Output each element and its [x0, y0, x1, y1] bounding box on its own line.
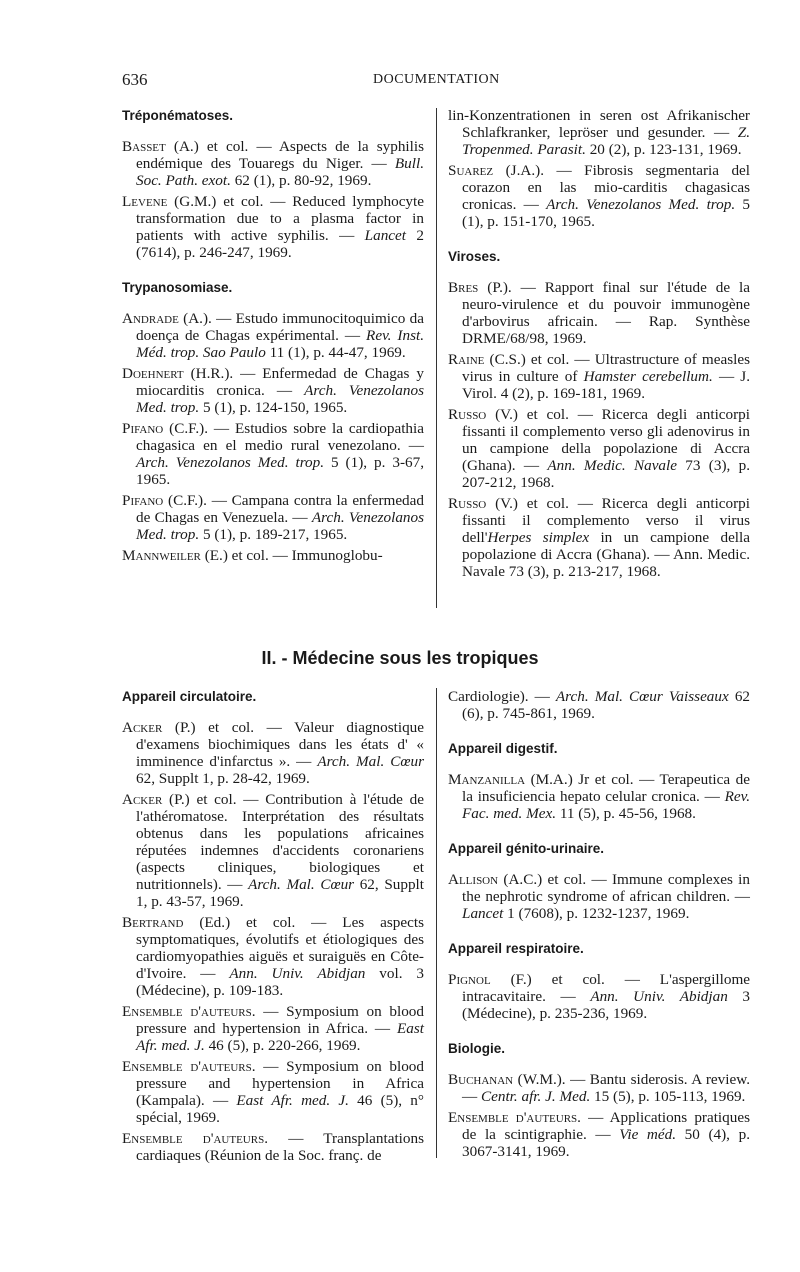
entry-author: Manzanilla [448, 771, 526, 788]
entry-text: . — Transplantations cardiaques (Réunion de la Soc. franç. de [136, 1130, 424, 1164]
entry-citation: 5 (1), p. 3-67, 1965. [136, 454, 424, 488]
entry-author: Bres [448, 279, 479, 296]
entry-citation: 3 (Médecine), p. 235-236, 1969. [462, 988, 750, 1022]
section-heading: Biologie. [448, 1041, 505, 1056]
entry-citation: 1 (7608), p. 1232-1237, 1969. [503, 905, 690, 922]
entry-journal: Lancet [462, 905, 504, 922]
bibliography-entry [122, 310, 424, 361]
entry-author: Andrade [122, 310, 179, 327]
entry-citation: vol. 3 (Médecine), p. 109-183. [136, 965, 424, 999]
bibliography-entry [448, 107, 750, 158]
entry-text: Cardiologie). — [448, 688, 556, 705]
section-heading: Appareil digestif. [448, 741, 558, 756]
entry-journal: Arch. Venezolanos Med. trop. [546, 196, 736, 213]
column-divider-bottom [436, 688, 437, 1158]
entry-journal: Bull. Soc. Path. exot. [136, 155, 424, 189]
entry-citation: 62, Supplt 1, p. 28-42, 1969. [136, 770, 310, 787]
section-heading: Appareil génito-urinaire. [448, 841, 605, 856]
entry-text: (V.) et col. — Ricerca degli anticorpi fissanti il complemento verso gli adenovirus in un campione della popolazione di Accra (Ghana). — [462, 406, 750, 474]
bibliography-entry [448, 871, 750, 922]
entry-author: Pifano [122, 492, 164, 509]
column-top-left [122, 107, 424, 568]
section-heading: Tréponématoses. [122, 108, 234, 123]
entry-citation: 5 (1), p. 151-170, 1965. [462, 196, 751, 230]
entry-text: . — Symposium on blood pressure and hypertension in Africa. — [136, 1003, 424, 1037]
entry-author: Pifano [122, 420, 164, 437]
part-title: II. - Médecine sous les tropiques [261, 648, 539, 668]
bibliography-entry [448, 971, 750, 1022]
bibliography-entry [122, 914, 424, 999]
entry-author: Russo [448, 406, 487, 423]
entry-journal: Ann. Medic. Navale [547, 457, 677, 474]
bibliography-entry [122, 791, 424, 910]
entry-text: (W.M.). — Bantu siderosis. A review. — [462, 1071, 750, 1105]
entry-text: . — Applications pratiques de la scintigraphie. — [462, 1109, 750, 1143]
entry-citation: 62 (1), p. 80-92, 1969. [230, 172, 372, 189]
entry-citation: 46 (5), n° spécial, 1969. [136, 1092, 424, 1126]
entry-author: Acker [122, 791, 163, 808]
entry-text: (H.R.). — Enfermedad de Chagas y miocarditis cronica. — [136, 365, 424, 399]
section-heading: Viroses. [448, 249, 501, 264]
bibliography-entry [448, 162, 750, 230]
entry-author: Suarez [448, 162, 494, 179]
bibliography-entry [122, 1058, 424, 1126]
entry-citation: 20 (2), p. 123-131, 1969. [585, 141, 742, 158]
entry-citation: 2 (7614), p. 246-247, 1969. [136, 227, 424, 261]
entry-citation: 62 (6), p. 745-861, 1969. [462, 688, 750, 722]
entry-text: (P.). — Rapport final sur l'étude de la neuro-virulence et du pouvoir immunogène d'arbovirus africain. — Rap. Synthèse DRME/68/98, 1969. [462, 279, 750, 347]
entry-text: (E.) et col. — Immunoglobu- [200, 547, 383, 564]
entry-journal: Arch. Mal. Cœur Vaisseaux [555, 688, 729, 705]
entry-author: Bertrand [122, 914, 184, 931]
entry-citation: in un campione della popolazione di Accra (Ghana). — Ann. Medic. Navale 73 (3), p. 213-217, 1968. [462, 529, 750, 580]
entry-text: (G.M.) et col. — Reduced lymphocyte transformation due to a plasma factor in patients with active syphilis. — [136, 193, 424, 244]
section-heading: Appareil respiratoire. [448, 941, 584, 956]
entry-journal: Ann. Univ. Abidjan [229, 965, 366, 982]
entry-author: Doehnert [122, 365, 184, 382]
bibliography-entry [122, 1003, 424, 1054]
entry-text: (A.C.) et col. — Immune complexes in the nephrotic syndrome of african children. — [462, 871, 750, 905]
entry-author: Ensemble d'auteurs [122, 1058, 252, 1075]
entry-author: Pignol [448, 971, 491, 988]
bibliography-entry [122, 492, 424, 543]
bibliography-entry [448, 1109, 750, 1160]
entry-author: Ensemble d'auteurs [122, 1130, 265, 1147]
entry-text: (A.) et col. — Aspects de la syphilis endémique des Touaregs du Niger. — [136, 138, 424, 172]
entry-text: (C.F.). — Campana contra la enfermedad de Chagas en Venezuela. — [136, 492, 424, 526]
entry-text: (J.A.). — Fibrosis segmentaria del corazon en las mio-carditis chagasicas cronicas. — [462, 162, 750, 213]
entry-journal: Arch. Mal. Cœur [248, 876, 355, 893]
entry-journal: Herpes simplex [487, 529, 590, 546]
entry-citation: 11 (1), p. 44-47, 1969. [265, 344, 406, 361]
entry-journal: Ann. Univ. Abidjan [590, 988, 728, 1005]
entry-text: (A.). — Estudo immunocitoquimico da doença de Chagas expérimental. — [136, 310, 424, 344]
entry-journal: Arch. Venezolanos Med. trop. [136, 509, 425, 543]
entry-text: lin-Konzentrationen in seren ost Afrikanischer Schlafkranker, lepröser und gesunder. — [448, 107, 750, 141]
entry-text: (C.F.). — Estudios sobre la cardiopathia chagasica en el medio rural venezolano. — [136, 420, 424, 454]
bibliography-entry [448, 1071, 750, 1105]
running-title: DOCUMENTATION [373, 72, 500, 87]
column-divider-top [436, 108, 437, 608]
bibliography-entry [448, 351, 750, 402]
entry-citation: 11 (5), p. 45-56, 1968. [556, 805, 696, 822]
bibliography-entry [122, 365, 424, 416]
entry-text: (V.) et col. — Ricerca degli anticorpi fissanti il complemento verso il virus dell' [462, 495, 750, 546]
entry-journal: East Afr. med. J. [136, 1020, 424, 1054]
entry-journal: Hamster cerebellum. [583, 368, 713, 385]
entry-journal: Lancet [364, 227, 407, 244]
column-bottom-right [448, 688, 750, 1164]
entry-text: (F.) et col. — L'aspergillome intracavitaire. — [462, 971, 750, 1005]
entry-citation: 5 (1), p. 124-150, 1965. [199, 399, 348, 416]
entry-author: Ensemble d'auteurs [122, 1003, 252, 1020]
entry-journal: Rev. Fac. med. Mex. [462, 788, 750, 822]
entry-text: (C.S.) et col. — Ultrastructure of measles virus in culture of [462, 351, 750, 385]
entry-author: Buchanan [448, 1071, 514, 1088]
bibliography-entry [448, 771, 750, 822]
entry-journal: Centr. afr. J. Med. [480, 1088, 591, 1105]
entry-text: (M.A.) Jr et col. — Terapeutica de la insuficiencia hepato celular cronica. — [462, 771, 750, 805]
bibliography-entry [448, 688, 750, 722]
entry-text: (P.) et col. — Valeur diagnostique d'examens biochimiques dans les états d' « imminence d'infarctus ». — [136, 719, 424, 770]
entry-author: Raine [448, 351, 485, 368]
entry-citation: 73 (3), p. 207-212, 1968. [462, 457, 750, 491]
bibliography-entry [448, 495, 750, 580]
entry-author: Russo [448, 495, 487, 512]
entry-author: Acker [122, 719, 163, 736]
entry-author: Ensemble d'auteurs [448, 1109, 578, 1126]
bibliography-entry [122, 193, 424, 261]
column-bottom-left [122, 688, 424, 1168]
entry-citation: — J. Virol. 4 (2), p. 169-181, 1969. [462, 368, 750, 402]
bibliography-entry [122, 1130, 424, 1164]
bibliography-entry [122, 138, 424, 189]
bibliography-entry [122, 420, 424, 488]
entry-citation: 15 (5), p. 105-113, 1969. [590, 1088, 746, 1105]
entry-citation: 50 (4), p. 3067-3141, 1969. [462, 1126, 750, 1160]
section-heading: Appareil circulatoire. [122, 689, 257, 704]
entry-citation: 5 (1), p. 189-217, 1965. [199, 526, 348, 543]
bibliography-entry [122, 547, 424, 564]
entry-journal: Arch. Mal. Cœur [317, 753, 424, 770]
entry-text: . — Symposium on blood pressure and hypertension in Africa (Kampala). — [136, 1058, 424, 1109]
section-heading: Trypanosomiase. [122, 280, 233, 295]
entry-author: Mannweiler [122, 547, 201, 564]
entry-citation: 46 (5), p. 220-266, 1969. [204, 1037, 361, 1054]
entry-text: (P.) et col. — Contribution à l'étude de l'athéromatose. Interprétation des résultats obtenus dans les populations africaines réputées indemnes d'accidents coronariens (aspects cliniques, biologiques et nutritionnels). — [136, 791, 424, 893]
entry-journal: Arch. Venezolanos Med. trop. [136, 454, 325, 471]
entry-author: Basset [122, 138, 166, 155]
entry-citation: 62, Supplt 1, p. 43-57, 1969. [136, 876, 424, 910]
entry-text: (Ed.) et col. — Les aspects symptomatiques, évolutifs et étiologiques des cardiomyopathies aiguës et suraiguës en Côte-d'Ivoire. — [136, 914, 424, 982]
entry-author: Levene [122, 193, 168, 210]
column-top-right [448, 107, 750, 584]
entry-author: Allison [448, 871, 499, 888]
bibliography-entry [448, 279, 750, 347]
bibliography-entry [122, 719, 424, 787]
page-number: 636 [122, 70, 148, 89]
entry-journal: Rev. Inst. Méd. trop. Sao Paulo [136, 327, 424, 361]
entry-journal: Arch. Venezolanos Med. trop. [136, 382, 424, 416]
bibliography-entry [448, 406, 750, 491]
entry-journal: East Afr. med. J. [236, 1092, 349, 1109]
entry-journal: Z. Tropenmed. Parasit. [462, 124, 750, 158]
entry-journal: Vie méd. [619, 1126, 677, 1143]
